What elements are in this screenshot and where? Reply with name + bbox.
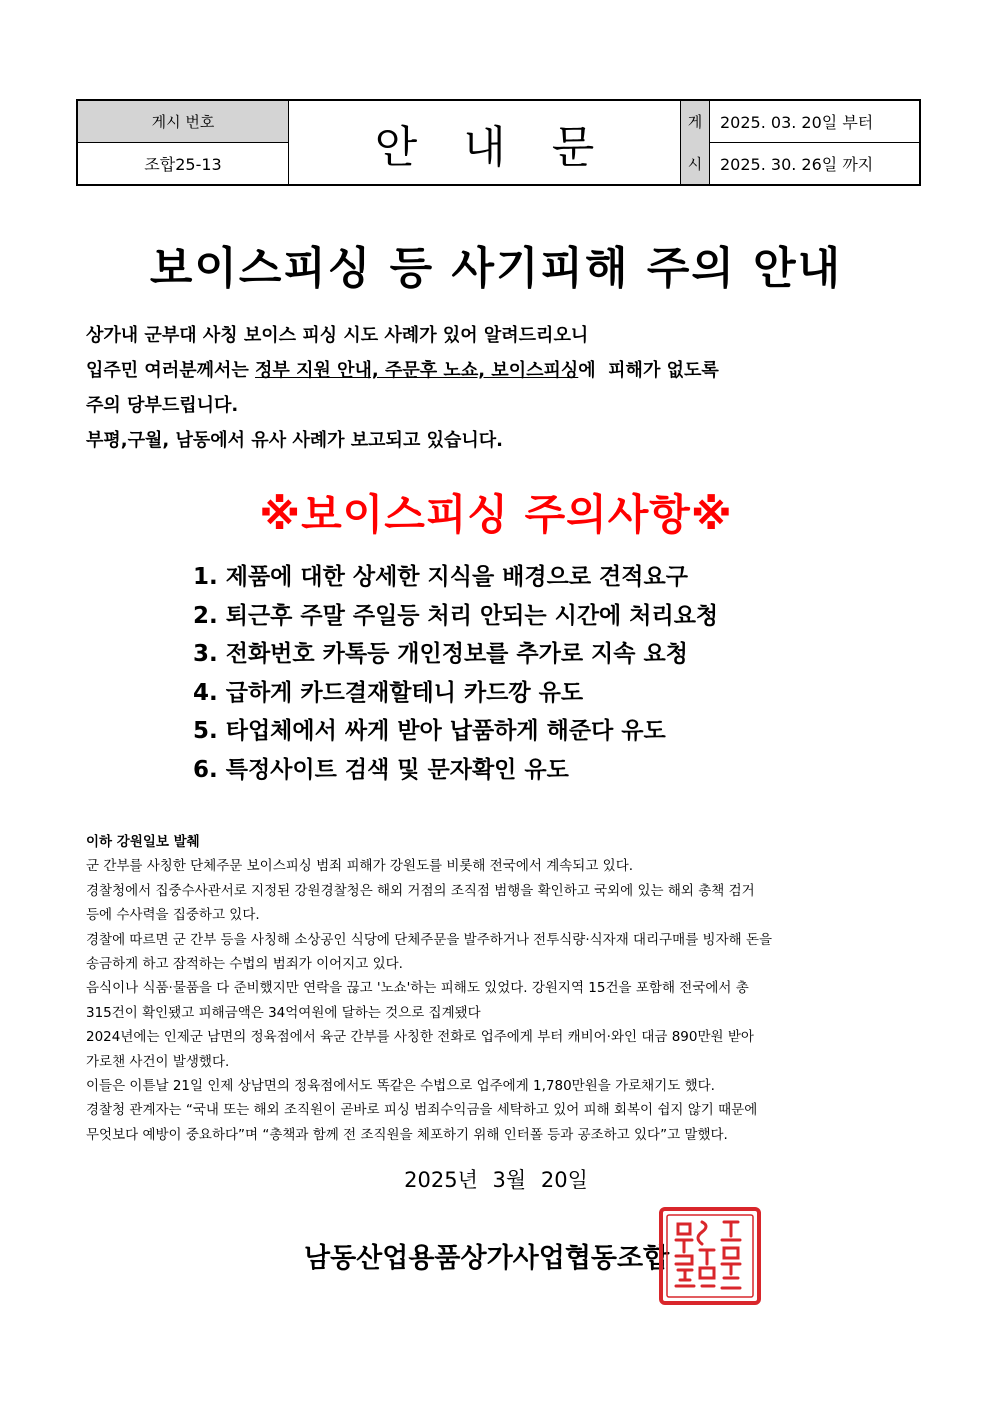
news-line: 경찰청에서 집중수사관서로 지정된 강원경찰청은 해외 거점의 조직점 범행을 확인하고 국외에 있는 해외 총책 검거 [86,882,755,899]
news-line: 무엇보다 예방이 중요하다”며 “총책과 함께 전 조직원을 체포하기 위해 인터폴 등과 공조하고 있다”고 말했다. [86,1126,728,1143]
warning-item: 5. 타업체에서 싸게 받아 납품하게 해준다 유도 [193,718,666,744]
date-from: 2025. 03. 20일 부터 [710,101,919,143]
post-number-column [78,101,289,184]
news-line: 2024년에는 인제군 남면의 정육점에서 육군 간부를 사칭한 전화로 업주에게 부터 캐비어·와인 대금 890만원 받아 [86,1029,754,1046]
intro-line2-suffix: 에 피해가 없도록 [578,360,719,381]
intro-line2-prefix: 입주민 여러분께서는 [86,360,256,381]
doc-title: 안내문 [289,101,681,184]
news-excerpt [86,830,916,1147]
warning-item: 3. 전화번호 카톡등 개인정보를 추가로 지속 요청 [193,641,688,667]
warning-item: 2. 퇴근후 주말 주일등 처리 안되는 시간에 처리요청 [193,602,719,629]
intro-line [86,353,906,388]
post-number: 조합25-13 [144,155,222,174]
news-line: 송금하게 하고 잠적하는 수법의 범죄가 이어지고 있다. [86,956,403,973]
warning-item: 6. 특정사이트 검색 및 문자확인 유도 [193,756,569,783]
warning-title: ※보이스피싱 주의사항※ [259,490,733,539]
news-source: 이하 강원일보 발췌 [86,834,200,850]
organization-name: 남동산업용품상가사업협동조합 [304,1243,670,1274]
posting-label-bottom: 시 [687,154,703,173]
news-line: 음식이나 식품·물품을 다 준비했지만 연락을 끊고 '노쇼'하는 피해도 있었다. 강원지역 15건을 포함해 전국에서 총 [86,980,749,997]
document-date: 2025년 3월 20일 [404,1168,588,1192]
posting-dates [710,101,919,184]
news-line: 군 간부를 사칭한 단체주문 보이스피싱 범죄 피해가 강원도를 비롯해 전국에서 계속되고 있다. [86,858,634,875]
news-line: 경찰청 관계자는 “국내 또는 해외 조직원이 곧바로 피싱 범죄수익금을 세탁하고 있어 피해 회복이 쉽지 않기 때문에 [86,1102,758,1119]
main-title: 보이스피싱 등 사기피해 주의 안내 [149,243,843,294]
warning-list [193,558,913,789]
news-line: 등에 수사력을 집중하고 있다. [86,907,260,924]
date-to: 2025. 30. 26일 까지 [720,155,874,174]
news-line: 315건이 확인됐고 피해금액은 34억여원에 달하는 것으로 집계됐다 [86,1004,481,1021]
intro-line: 부평,구월, 남동에서 유사 사례가 보고되고 있습니다. [86,430,503,451]
warning-item: 1. 제품에 대한 상세한 지식을 배경으로 견적요구 [193,564,688,590]
intro-line: 상가내 군부대 사칭 보이스 피싱 시도 사례가 있어 알려드리오니 [86,325,589,346]
intro-text [86,318,906,458]
header-table [76,99,921,186]
posting-label-top: 게 [687,113,703,132]
post-number-label: 게시 번호 [78,101,288,143]
news-line: 이들은 이튿날 21일 인제 상남면의 정육점에서도 똑같은 수법으로 업주에게 1,780만원을 가로채기도 했다. [86,1078,715,1095]
news-line: 경찰에 따르면 군 간부 등을 사칭해 소상공인 식당에 단체주문을 발주하거나 전투식량·식자재 대리구매를 빙자해 돈을 [86,931,773,948]
intro-line: 주의 당부드립니다. [86,395,239,416]
intro-underlined-phrase: 정부 지원 안내, 주문후 노쇼, 보이스피싱 [255,360,579,381]
news-line: 가로챈 사건이 발생했다. [86,1053,230,1070]
warning-item: 4. 급하게 카드결재할테니 카드깡 유도 [193,679,584,706]
official-seal-icon [658,1206,762,1306]
posting-label [681,101,710,184]
